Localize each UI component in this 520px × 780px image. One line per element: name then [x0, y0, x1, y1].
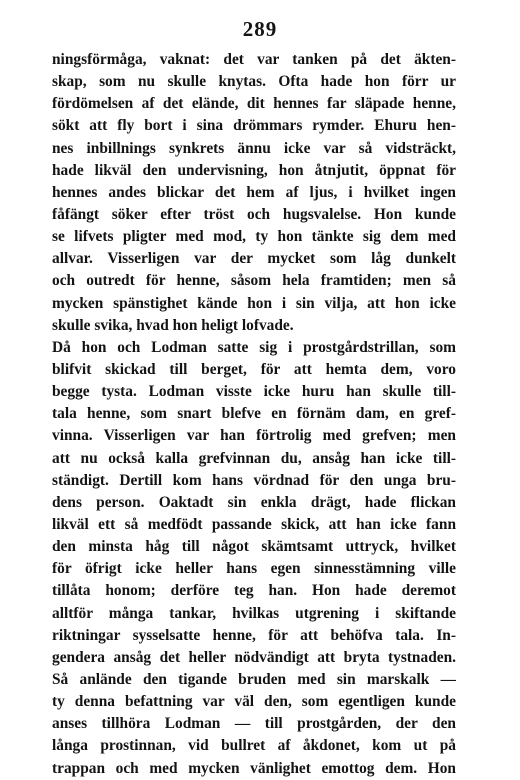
text-line: skap, som nu skulle knytas. Ofta hade hon förr ur [52, 73, 456, 91]
text-line: för öfrigt icke heller hans egen sinnesstämning ville [52, 560, 456, 578]
text-line: ty denna befattning var väl den, som egentligen kunde [52, 693, 456, 711]
text-line: den minsta håg till något skämtsamt uttryck, hvilket [52, 538, 456, 556]
text-line: fördömelsen af det elände, dit hennes far släpade henne, [52, 95, 456, 113]
text-line: trappan och med mycken vänlighet emottog dem. Hon [52, 759, 456, 777]
text-line: fåfängt söker efter tröst och hugsvalelse. Hon kunde [52, 205, 456, 223]
text-line: anses tillhöra Lodman — till prostgården, der den [52, 715, 456, 733]
text-line: mycken spänstighet kände hon i sin vilja, att hon icke [52, 294, 456, 312]
text-line: ständigt. Dertill kom hans vördnad för den unga bru- [52, 471, 456, 489]
page-number: 289 [242, 17, 278, 41]
text-line: alltför många tankar, hvilkas utgrening i skiftande [52, 604, 456, 622]
text-line: sökt att fly bort i sina drömmars rymder. Ehuru hen- [52, 117, 456, 135]
text-line: begge tysta. Lodman visste icke huru han skulle till- [52, 383, 456, 401]
text-line: vinna. Visserligen var han förtrolig med grefven; men [52, 427, 456, 445]
text-line: ningsförmåga, vaknat: det var tanken på det äkten- [52, 51, 456, 68]
text-line: gendera ansåg det heller nödvändigt att bryta tystnaden. [52, 648, 456, 666]
text-line: tillåta honom; derföre teg han. Hon hade deremot [52, 582, 456, 600]
text-line: likväl ett så medfödt passande skick, att han icke fann [52, 515, 456, 533]
text-line: dens person. Oaktadt sin enkla drägt, hade flickan [52, 493, 456, 511]
text-line: se lifvets pligter med mod, ty hon tänkte sig dem med [52, 228, 456, 246]
body-text [52, 49, 456, 780]
text-line: hade likväl den undervisning, hon åtnjutit, öppnat för [52, 161, 456, 179]
text-line: långa prostinnan, vid bullret af åkdonet, kom ut på [52, 737, 456, 755]
text-line: nes inbillnings synkrets ännu icke var så vidsträckt, [52, 139, 456, 157]
text-line: skulle svika, hvad hon heligt lofvade. [52, 316, 294, 334]
text-line: tala henne, som snart blefve en förnäm dam, en gref- [52, 405, 456, 423]
text-line: hennes andes blickar det hem af ljus, i hvilket ingen [52, 183, 456, 201]
text-line: riktningar sysselsatte henne, för att behöfva tala. In- [52, 626, 456, 644]
text-line: allvar. Visserligen var der mycket som låg dunkelt [52, 250, 456, 268]
text-line: blifvit skickad till berget, för att hemta dem, voro [52, 360, 456, 378]
text-line: att nu också kalla grefvinnan du, ansåg han icke till- [52, 449, 456, 467]
text-line: Så anlände den tigande bruden med sin marskalk — [52, 670, 456, 688]
text-line: Då hon och Lodman satte sig i prostgårdstrillan, som [52, 338, 456, 356]
text-line: och outredt för henne, såsom hela framtiden; men så [52, 272, 456, 290]
